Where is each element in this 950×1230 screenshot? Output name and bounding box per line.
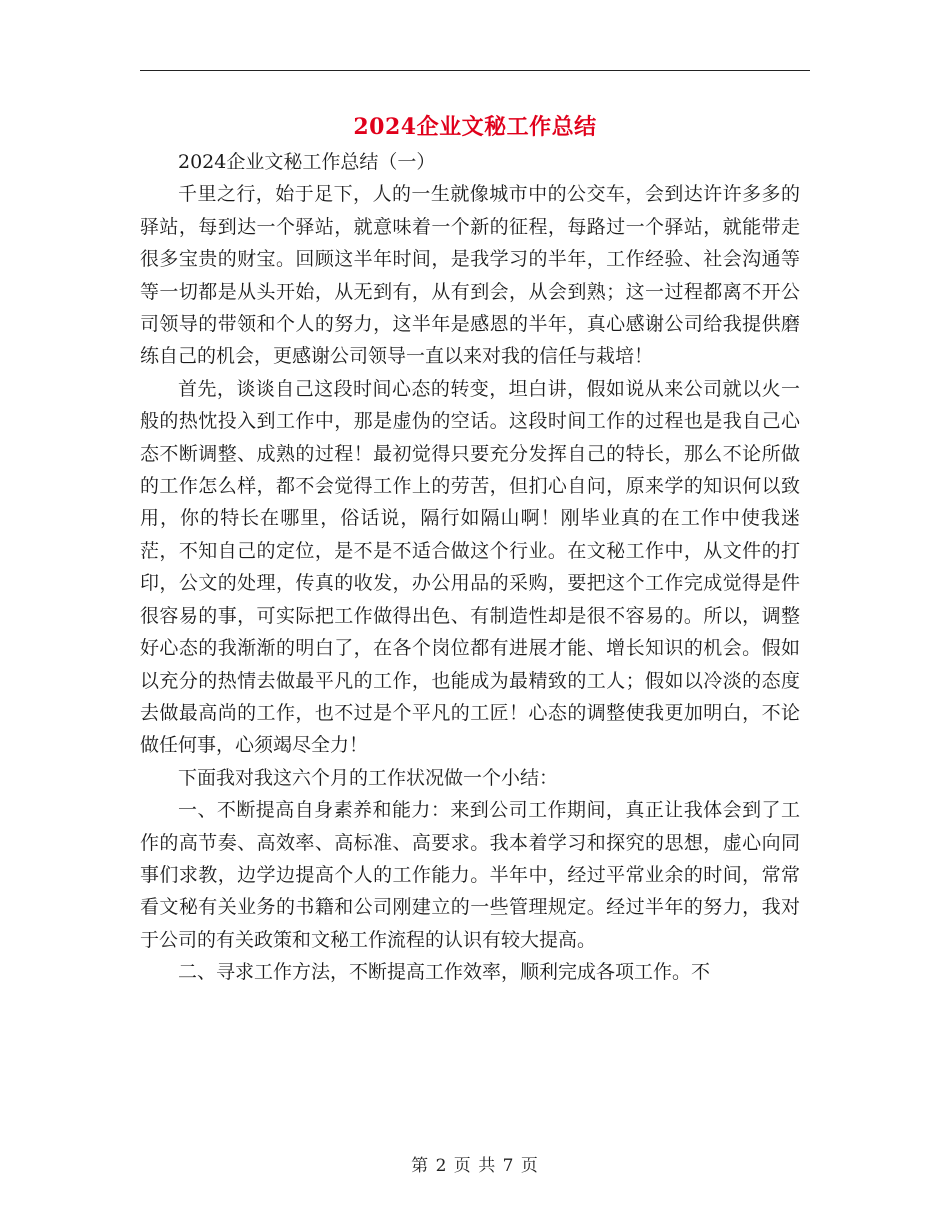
subtitle-paragraph: 2024企业文秘工作总结（一） [178, 151, 436, 173]
page-number: 第 2 页 共 7 页 [411, 1156, 539, 1176]
document-title: 2024企业文秘工作总结 [353, 114, 597, 140]
body-paragraph: 一、不断提高自身素养和能力：来到公司工作期间，真正让我体会到了工作的高节奏、高效率、高标准、高要求。我本着学习和探究的思想，虚心向同事们求教，边学边提高个人的工作能力。半年中，经过平常业余的时间，常常看文秘有关业务的书籍和公司刚建立的一些管理规定。经过半年的努力，我对于公司的有关政策和文秘工作流程的认识有较大提高。 [140, 799, 800, 951]
body-paragraph: 千里之行，始于足下，人的一生就像城市中的公交车，会到达许许多多的驿站，每到达一个驿站，就意味着一个新的征程，每路过一个驿站，就能带走很多宝贵的财宝。回顾这半年时间，是我学习的半年，工作经验、社会沟通等等一切都是从头开始，从无到有，从有到会，从会到熟；这一过程都离不开公司领导的带领和个人的努力，这半年是感恩的半年，真心感谢公司给我提供磨练自己的机会，更感谢公司领导一直以来对我的信任与栽培！ [140, 183, 800, 368]
document-body [140, 146, 800, 989]
body-paragraph: 下面我对我这六个月的工作状况做一个小结： [178, 766, 559, 789]
body-paragraph: 首先，谈谈自己这段时间心态的转变，坦白讲，假如说从来公司就以火一般的热忱投入到工作中，那是虚伪的空话。这段时间工作的过程也是我自己心态不断调整、成熟的过程！最初觉得只要充分发挥自己的特长，那么不论所做的工作怎么样，都不会觉得工作上的劳苦，但扪心自问，原来学的知识何以致用，你的特长在哪里，俗话说，隔行如隔山啊！刚毕业真的在工作中使我迷茫，不知自己的定位，是不是不适合做这个行业。在文秘工作中，从文件的打印，公文的处理，传真的收发，办公用品的采购，要把这个工作完成觉得是件很容易的事，可实际把工作做得出色、有制造性却是很不容易的。所以，调整好心态的我渐渐的明白了，在各个岗位都有进展才能、增长知识的机会。假如以充分的热情去做最平凡的工作，也能成为最精致的工人；假如以冷淡的态度去做最高尚的工作，也不过是个平凡的工匠！心态的调整使我更加明白，不论做任何事，心须竭尽全力！ [140, 377, 800, 757]
body-paragraph: 二、寻求工作方法，不断提高工作效率，顺利完成各项工作。不 [178, 961, 711, 984]
header-rule [140, 70, 810, 71]
